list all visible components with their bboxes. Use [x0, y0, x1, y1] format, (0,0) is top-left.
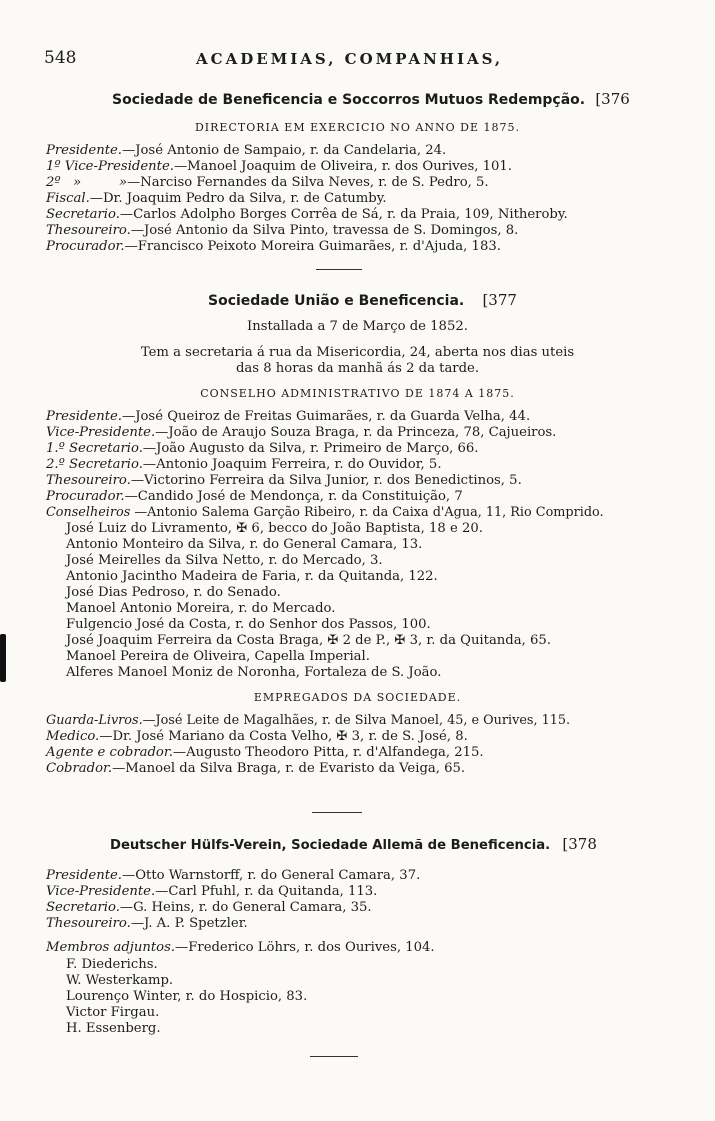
officer-text: —José Antonio da Silva Pinto, travessa de S. Domingos, 8.	[130, 223, 519, 238]
officer-text: —G. Heins, r. do General Camara, 35.	[119, 900, 372, 915]
officer-line	[46, 409, 530, 425]
officer-line	[46, 489, 463, 505]
member-line: Fulgencio José da Costa, r. do Senhor dos Passos, 100.	[66, 617, 431, 632]
officer-line	[46, 884, 377, 900]
employee-line	[46, 713, 570, 729]
officer-text: —Manoel Joaquim de Oliveira, r. dos Ourives, 101.	[173, 159, 512, 174]
officer-line	[46, 191, 387, 207]
officer-role: Fiscal.	[46, 191, 90, 206]
employee-text: —José Leite de Magalhães, r. de Silva Manoel, 45, e Ourives, 115.	[142, 713, 571, 728]
officer-line	[46, 159, 512, 175]
officer-role: 1.º Secretario.	[46, 441, 143, 456]
binding-shadow	[0, 634, 6, 682]
officer-text: —Otto Warnstorff, r. do General Camara, 37.	[122, 868, 421, 883]
member-line: Lourenço Winter, r. do Hospicio, 83.	[66, 989, 308, 1004]
officer-line	[46, 239, 501, 255]
member-line: Alferes Manoel Moniz de Noronha, Fortaleza de S. João.	[66, 665, 442, 680]
officer-line	[46, 207, 568, 223]
officer-text: —João Augusto da Silva, r. Primeiro de Março, 66.	[142, 441, 479, 456]
running-head: ACADEMIAS, COMPANHIAS,	[196, 50, 504, 68]
officer-role: Procurador.	[46, 489, 125, 504]
member-line: Manoel Antonio Moreira, r. do Mercado.	[66, 601, 336, 616]
officer-text: —Antonio Salema Garção Ribeiro, r. da Caixa d'Agua, 11, Rio Comprido.	[130, 505, 604, 520]
employee-line	[46, 729, 468, 745]
member-line: Antonio Jacintho Madeira de Faria, r. da Quitanda, 122.	[66, 569, 438, 584]
officer-text: —Frederico Löhrs, r. dos Ourives, 104.	[175, 940, 435, 955]
member-line: Antonio Monteiro da Silva, r. do General Camara, 13.	[66, 537, 423, 552]
officer-line	[46, 457, 442, 473]
employee-role: Cobrador.	[46, 761, 113, 776]
officer-role: Thesoureiro.	[46, 916, 131, 931]
section-title: Sociedade de Beneficencia e Soccorros Mutuos Redempção.	[112, 92, 586, 108]
officer-line	[46, 441, 479, 457]
member-line: José Joaquim Ferreira da Costa Braga, ✠ 2 de P., ✠ 3, r. da Quitanda, 65.	[66, 633, 551, 648]
officer-role: 2º » »	[46, 175, 128, 190]
member-line: Victor Firgau.	[66, 1005, 160, 1020]
employee-line	[46, 745, 484, 761]
officer-text: —João de Araujo Souza Braga, r. da Princeza, 78, Cajueiros.	[155, 425, 557, 440]
officer-line	[46, 868, 420, 884]
employee-text: —Dr. José Mariano da Costa Velho, ✠ 3, r. de S. José, 8.	[99, 729, 468, 744]
section-377-subhead: CONSELHO ADMINISTRATIVO DE 1874 A 1875.	[200, 387, 515, 400]
officer-line	[46, 425, 556, 441]
section-376-subhead: DIRECTORIA EM EXERCICIO NO ANNO DE 1875.	[194, 121, 520, 134]
employee-text: —Manoel da Silva Braga, r. de Evaristo da Veiga, 65.	[112, 761, 466, 776]
officer-text: —Francisco Peixoto Moreira Guimarães, r. d'Ajuda, 183.	[124, 239, 501, 254]
employee-line	[46, 761, 465, 777]
officer-line	[46, 223, 518, 239]
divider	[312, 812, 362, 813]
employee-role: Guarda-Livros.	[46, 713, 143, 728]
officer-role: 1º Vice-Presidente.	[46, 159, 174, 174]
officer-text: —Antonio Joaquim Ferreira, r. do Ouvidor, 5.	[142, 457, 442, 472]
section-title: Sociedade União e Beneficencia.	[208, 293, 465, 309]
page-number: 548	[44, 48, 77, 68]
section-number: [377	[482, 291, 517, 309]
officer-text: —J. A. P. Spetzler.	[130, 916, 248, 931]
section-377-heading	[208, 292, 517, 310]
section-378-heading	[110, 836, 597, 854]
secretaria-line-1: Tem a secretaria á rua da Misericordia, 24, aberta nos dias uteis	[140, 345, 575, 360]
secretaria-line-2: das 8 horas da manhã ás 2 da tarde.	[235, 361, 480, 376]
officer-text: —Carlos Adolpho Borges Corrêa de Sá, r. da Praia, 109, Nitheroby.	[119, 207, 568, 222]
officer-text: —Candido José de Mendonça, r. da Constituição, 7	[124, 489, 463, 504]
member-line: F. Diederichs.	[66, 957, 158, 972]
member-line: W. Westerkamp.	[66, 973, 174, 988]
officer-role: Conselheiros	[46, 505, 131, 520]
officer-text: —Carl Pfuhl, r. da Quitanda, 113.	[155, 884, 378, 899]
officer-line	[46, 175, 489, 191]
officer-role: Membros adjuntos.	[46, 940, 176, 955]
member-line: H. Essenberg.	[66, 1021, 161, 1036]
officer-line	[46, 473, 522, 489]
employees-subhead: EMPREGADOS DA SOCIEDADE.	[253, 691, 462, 704]
officer-line	[46, 900, 372, 916]
employee-role: Agente e cobrador.	[46, 745, 173, 760]
officer-line	[46, 505, 604, 521]
section-number: [376	[595, 90, 630, 108]
officer-role: Vice-Presidente.	[46, 884, 156, 899]
officer-text: —Dr. Joaquim Pedro da Silva, r. de Catumby.	[89, 191, 387, 206]
officer-role: Presidente.	[46, 143, 123, 158]
officer-line	[46, 143, 446, 159]
section-title: Deutscher Hülfs-Verein, Sociedade Allemã de Beneficencia.	[110, 838, 551, 853]
officer-text: —Victorino Ferreira da Silva Junior, r. dos Benedictinos, 5.	[130, 473, 522, 488]
officer-role: Vice-Presidente.	[46, 425, 156, 440]
employee-text: —Augusto Theodoro Pitta, r. d'Alfandega, 215.	[172, 745, 484, 760]
officer-text: —Narciso Fernandes da Silva Neves, r. de S. Pedro, 5.	[127, 175, 489, 190]
divider	[310, 1056, 358, 1057]
officer-role: Thesoureiro.	[46, 473, 131, 488]
member-line: José Luiz do Livramento, ✠ 6, becco do João Baptista, 18 e 20.	[66, 521, 483, 536]
officer-text: —José Queiroz de Freitas Guimarães, r. da Guarda Velha, 44.	[122, 409, 531, 424]
member-line: José Dias Pedroso, r. do Senado.	[66, 585, 281, 600]
officer-role: 2.º Secretario.	[46, 457, 143, 472]
divider	[316, 269, 362, 270]
employee-role: Medico.	[46, 729, 100, 744]
member-line: Manoel Pereira de Oliveira, Capella Imperial.	[66, 649, 370, 664]
officer-role: Procurador.	[46, 239, 125, 254]
officer-role: Secretario.	[46, 207, 120, 222]
member-line: José Meirelles da Silva Netto, r. do Mercado, 3.	[66, 553, 383, 568]
section-number: [378	[562, 835, 597, 853]
officer-line	[46, 916, 248, 932]
officer-role: Secretario.	[46, 900, 120, 915]
officer-role: Thesoureiro.	[46, 223, 131, 238]
officer-role: Presidente.	[46, 868, 123, 883]
officer-line	[46, 940, 435, 956]
section-376-heading	[112, 91, 630, 109]
installed-date: Installada a 7 de Março de 1852.	[247, 319, 468, 334]
officer-role: Presidente.	[46, 409, 123, 424]
officer-text: —José Antonio de Sampaio, r. da Candelaria, 24.	[122, 143, 447, 158]
